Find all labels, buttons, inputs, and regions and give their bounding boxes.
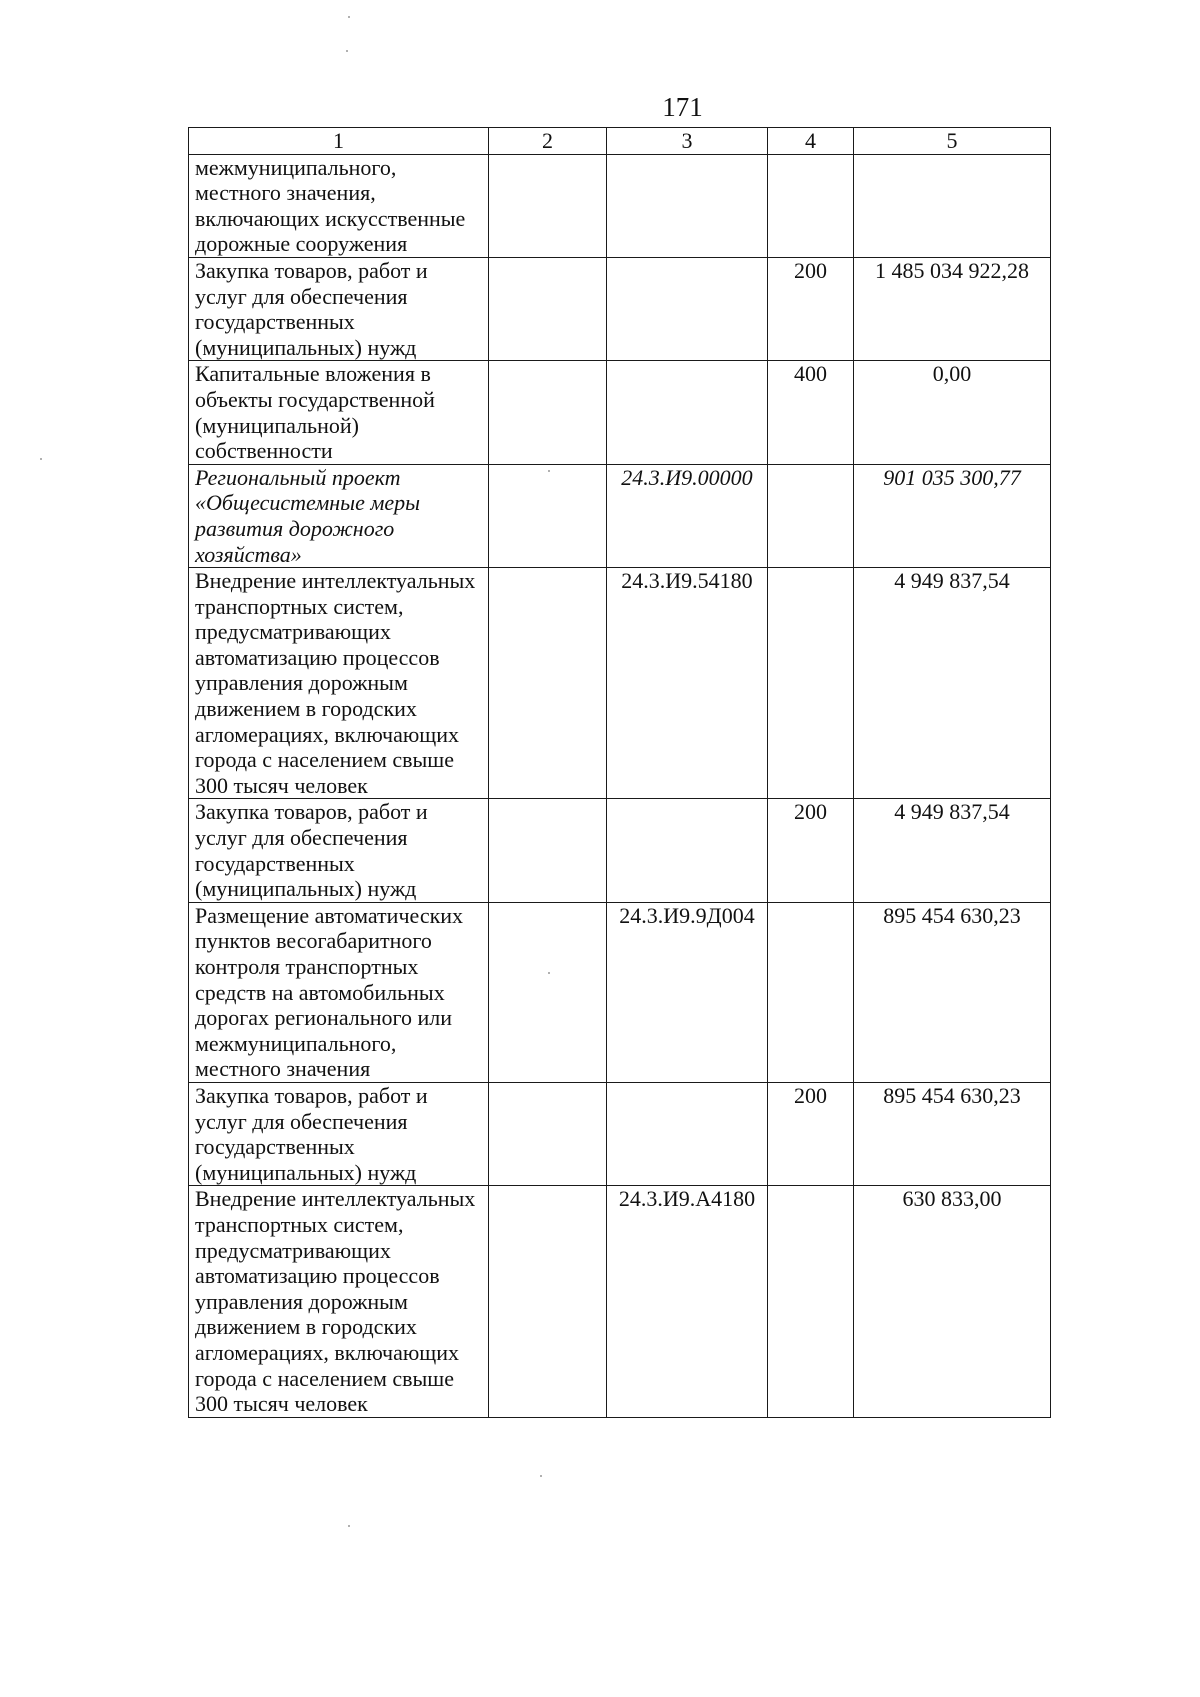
- scan-speck: [40, 458, 42, 460]
- header-col-2: 2: [489, 128, 607, 155]
- cell-col2: [489, 902, 607, 1082]
- cell-name: Размещение автоматических пунктов весогабаритного контроля транспортных средств на автомобильных дорогах регионального или межмуниципального, местного значения: [189, 902, 489, 1082]
- cell-amount: [854, 154, 1051, 257]
- cell-amount: 895 454 630,23: [854, 1082, 1051, 1185]
- cell-code: 24.3.И9.9Д004: [607, 902, 768, 1082]
- cell-code: 24.3.И9.54180: [607, 568, 768, 799]
- table-row: [189, 154, 1051, 257]
- scan-speck: [348, 1525, 350, 1527]
- cell-code: [607, 257, 768, 360]
- header-col-5: 5: [854, 128, 1051, 155]
- cell-code: 24.3.И9.А4180: [607, 1186, 768, 1417]
- scan-speck: [548, 972, 550, 974]
- cell-amount: 630 833,00: [854, 1186, 1051, 1417]
- table-row: [189, 568, 1051, 799]
- cell-amount: 895 454 630,23: [854, 902, 1051, 1082]
- cell-amount: 4 949 837,54: [854, 568, 1051, 799]
- table-body: [189, 154, 1051, 1417]
- scan-speck: [548, 470, 550, 472]
- scan-speck: [346, 50, 348, 52]
- cell-col2: [489, 154, 607, 257]
- cell-name: Капитальные вложения в объекты государственной (муниципальной) собственности: [189, 361, 489, 464]
- cell-col2: [489, 1186, 607, 1417]
- header-row: [189, 128, 1051, 155]
- cell-amount: 901 035 300,77: [854, 464, 1051, 567]
- table-row: [189, 902, 1051, 1082]
- table-row: [189, 1082, 1051, 1185]
- table-header: [189, 128, 1051, 155]
- cell-expense-type: [768, 902, 854, 1082]
- cell-amount: 1 485 034 922,28: [854, 257, 1051, 360]
- cell-name: Закупка товаров, работ и услуг для обеспечения государственных (муниципальных) нужд: [189, 1082, 489, 1185]
- page-number: 171: [662, 92, 703, 122]
- scan-speck: [540, 1475, 542, 1477]
- cell-col2: [489, 257, 607, 360]
- table-row: [189, 257, 1051, 360]
- header-col-1: 1: [189, 128, 489, 155]
- cell-code: [607, 361, 768, 464]
- cell-name: Закупка товаров, работ и услуг для обеспечения государственных (муниципальных) нужд: [189, 257, 489, 360]
- cell-amount: 4 949 837,54: [854, 799, 1051, 902]
- cell-name: Региональный проект «Общесистемные меры развития дорожного хозяйства»: [189, 464, 489, 567]
- cell-col2: [489, 464, 607, 567]
- cell-col2: [489, 1082, 607, 1185]
- table-row: [189, 1186, 1051, 1417]
- cell-expense-type: 200: [768, 799, 854, 902]
- cell-expense-type: [768, 1186, 854, 1417]
- cell-name: Внедрение интеллектуальных транспортных систем, предусматривающих автоматизацию процессов управления дорожным движением в городских агломерациях, включающих города с населением свыше 300 тысяч человек: [189, 1186, 489, 1417]
- cell-code: [607, 799, 768, 902]
- cell-expense-type: [768, 464, 854, 567]
- cell-name: Закупка товаров, работ и услуг для обеспечения государственных (муниципальных) нужд: [189, 799, 489, 902]
- table-row: [189, 799, 1051, 902]
- cell-name: межмуниципального, местного значения, включающих искусственные дорожные сооружения: [189, 154, 489, 257]
- cell-amount: 0,00: [854, 361, 1051, 464]
- table-row: [189, 361, 1051, 464]
- scan-speck: [348, 16, 350, 18]
- cell-expense-type: [768, 568, 854, 799]
- cell-expense-type: 400: [768, 361, 854, 464]
- cell-code: 24.3.И9.00000: [607, 464, 768, 567]
- cell-expense-type: [768, 154, 854, 257]
- cell-col2: [489, 568, 607, 799]
- cell-expense-type: 200: [768, 1082, 854, 1185]
- cell-col2: [489, 361, 607, 464]
- cell-name: Внедрение интеллектуальных транспортных систем, предусматривающих автоматизацию процессов управления дорожным движением в городских агломерациях, включающих города с населением свыше 300 тысяч человек: [189, 568, 489, 799]
- cell-code: [607, 154, 768, 257]
- header-col-3: 3: [607, 128, 768, 155]
- header-col-4: 4: [768, 128, 854, 155]
- cell-col2: [489, 799, 607, 902]
- cell-expense-type: 200: [768, 257, 854, 360]
- budget-table: [188, 127, 1051, 1418]
- cell-code: [607, 1082, 768, 1185]
- table-row: [189, 464, 1051, 567]
